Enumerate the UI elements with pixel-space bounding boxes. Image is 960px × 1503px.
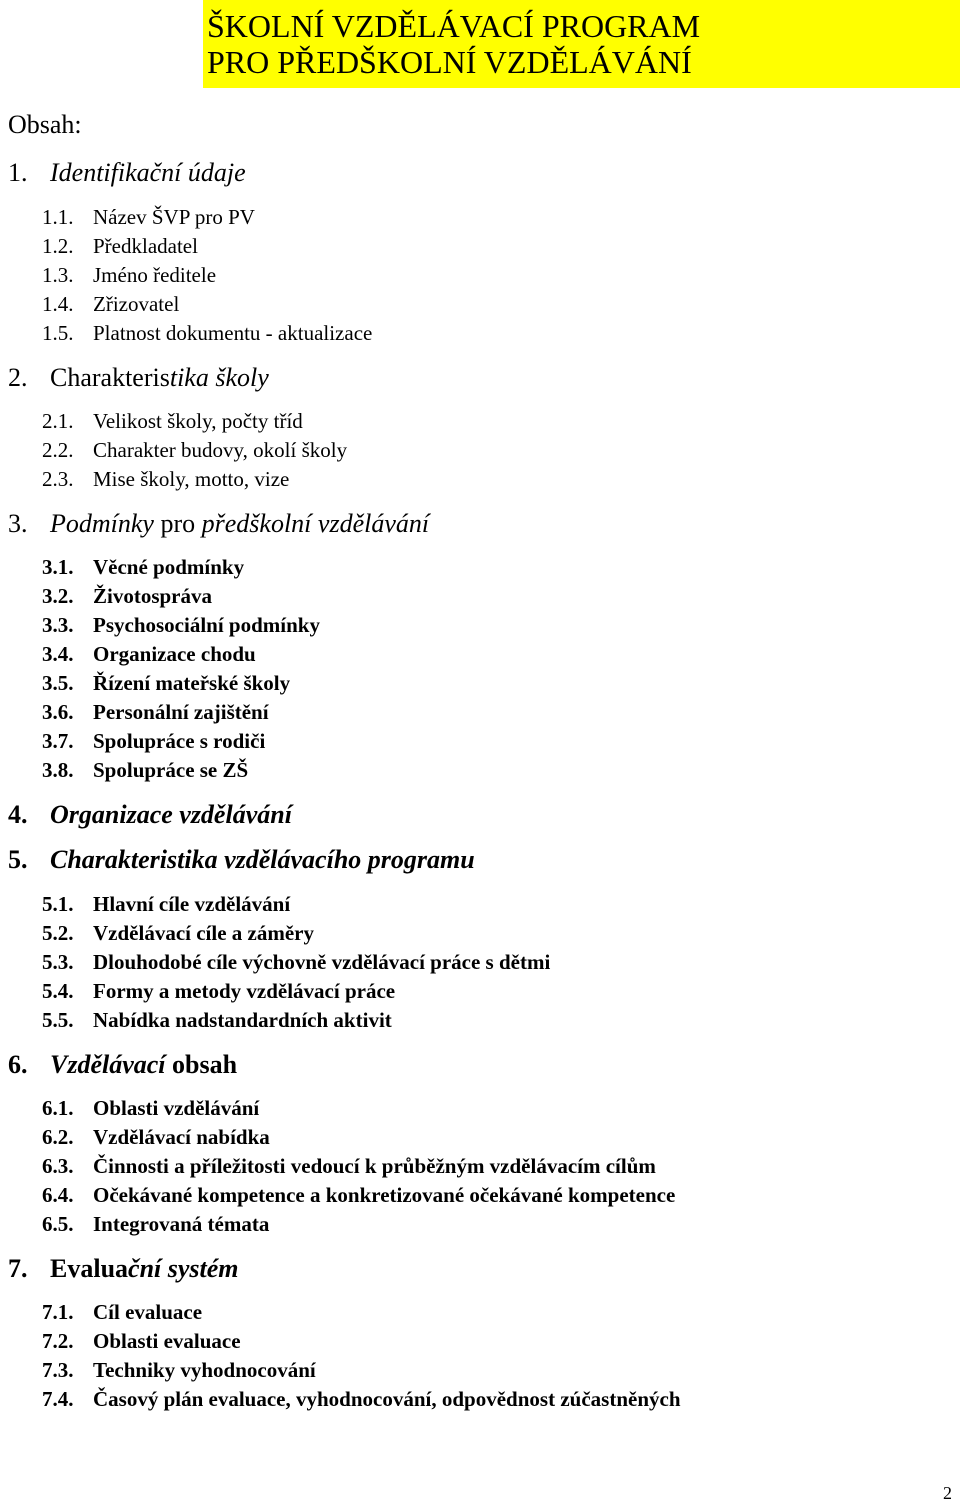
item-label: Organizace chodu	[93, 642, 256, 666]
section-title-part: ční systém	[128, 1254, 239, 1283]
section-title: Charakteristika vzdělávacího programu	[50, 845, 475, 874]
item-number: 1.3.	[42, 263, 74, 287]
item-label: Platnost dokumentu - aktualizace	[93, 321, 373, 345]
section-number: 4.	[8, 800, 28, 829]
item-number: 2.3.	[42, 467, 74, 491]
item-number: 3.1.	[42, 555, 74, 579]
item-number: 6.1.	[42, 1096, 74, 1120]
section-number: 3.	[8, 509, 28, 538]
item-label: Cíl evaluace	[93, 1300, 203, 1324]
item-label: Název ŠVP pro PV	[93, 205, 255, 229]
item-number: 6.5.	[42, 1212, 74, 1236]
section-title	[50, 363, 269, 393]
section-title-part: Evalua	[50, 1254, 129, 1283]
item-number: 7.1.	[42, 1300, 74, 1324]
item-label: Mise školy, motto, vize	[93, 467, 290, 491]
item-label: Personální zajištění	[93, 700, 269, 724]
item-number: 3.4.	[42, 642, 74, 666]
item-label: Časový plán evaluace, vyhodnocování, odpovědnost zúčastněných	[93, 1387, 681, 1411]
item-number: 1.1.	[42, 205, 74, 229]
section-title-part: Podmínky	[50, 509, 161, 538]
item-number: 1.5.	[42, 321, 74, 345]
item-number: 3.5.	[42, 671, 74, 695]
item-label: Spolupráce se ZŠ	[93, 758, 249, 782]
item-number: 1.2.	[42, 234, 74, 258]
item-number: 5.2.	[42, 921, 74, 945]
item-number: 7.3.	[42, 1358, 74, 1382]
section-title	[50, 1254, 239, 1284]
section-title	[50, 1050, 237, 1080]
section-number: 2.	[8, 363, 28, 392]
item-number: 3.2.	[42, 584, 74, 608]
item-label: Vzdělávací nabídka	[93, 1125, 270, 1149]
item-label: Jméno ředitele	[93, 263, 217, 287]
item-number: 3.3.	[42, 613, 74, 637]
item-label: Integrovaná témata	[93, 1212, 270, 1236]
item-number: 2.2.	[42, 438, 74, 462]
item-label: Zřizovatel	[93, 292, 180, 316]
section-number: 5.	[8, 845, 28, 874]
item-number: 5.5.	[42, 1008, 74, 1032]
toc-heading: Obsah:	[8, 110, 82, 139]
section-title-part: tika školy	[169, 363, 269, 392]
item-number: 5.1.	[42, 892, 74, 916]
section-title-part: obsah	[165, 1050, 238, 1079]
item-label: Oblasti evaluace	[93, 1329, 241, 1353]
section-title-part: předškolní vzdělávání	[201, 509, 430, 538]
document-title-line-1: ŠKOLNÍ VZDĚLÁVACÍ PROGRAM	[207, 8, 701, 44]
section-title-part: pro	[160, 509, 202, 538]
item-label: Psychosociální podmínky	[93, 613, 320, 637]
section-number: 7.	[8, 1254, 28, 1283]
item-label: Formy a metody vzdělávací práce	[93, 979, 396, 1003]
section-title	[50, 509, 429, 539]
item-number: 2.1.	[42, 409, 74, 433]
item-label: Velikost školy, počty tříd	[93, 409, 303, 433]
item-label: Řízení mateřské školy	[93, 671, 291, 695]
item-number: 3.8.	[42, 758, 74, 782]
item-number: 1.4.	[42, 292, 74, 316]
section-title-part: Vzdělávací	[50, 1050, 166, 1079]
item-label: Charakter budovy, okolí školy	[93, 438, 348, 462]
section-title-part: Charakteris	[50, 363, 170, 392]
item-number: 6.2.	[42, 1125, 74, 1149]
item-label: Předkladatel	[93, 234, 198, 258]
section-title: Organizace vzdělávání	[50, 800, 292, 829]
item-number: 6.3.	[42, 1154, 74, 1178]
item-number: 6.4.	[42, 1183, 74, 1207]
document-title-line-2: PRO PŘEDŠKOLNÍ VZDĚLÁVÁNÍ	[207, 44, 692, 80]
item-label: Vzdělávací cíle a záměry	[93, 921, 314, 945]
item-number: 3.6.	[42, 700, 74, 724]
item-label: Oblasti vzdělávání	[93, 1096, 260, 1120]
item-number: 7.2.	[42, 1329, 74, 1353]
item-label: Techniky vyhodnocování	[93, 1358, 316, 1382]
section-number: 6.	[8, 1050, 28, 1079]
item-label: Činnosti a příležitosti vedoucí k průběžným vzdělávacím cílům	[93, 1154, 656, 1178]
section-title: Identifikační údaje	[50, 158, 246, 187]
item-label: Životospráva	[93, 584, 213, 608]
item-label: Očekávané kompetence a konkretizované očekávané kompetence	[93, 1183, 676, 1207]
section-number: 1.	[8, 158, 28, 187]
item-number: 5.3.	[42, 950, 74, 974]
item-number: 5.4.	[42, 979, 74, 1003]
item-number: 7.4.	[42, 1387, 74, 1411]
item-label: Věcné podmínky	[93, 555, 245, 579]
item-label: Hlavní cíle vzdělávání	[93, 892, 291, 916]
item-label: Dlouhodobé cíle výchovně vzdělávací práce s dětmi	[93, 950, 551, 974]
item-label: Spolupráce s rodiči	[93, 729, 266, 753]
item-label: Nabídka nadstandardních aktivit	[93, 1008, 392, 1032]
item-number: 3.7.	[42, 729, 74, 753]
page-number: 2	[943, 1483, 952, 1503]
